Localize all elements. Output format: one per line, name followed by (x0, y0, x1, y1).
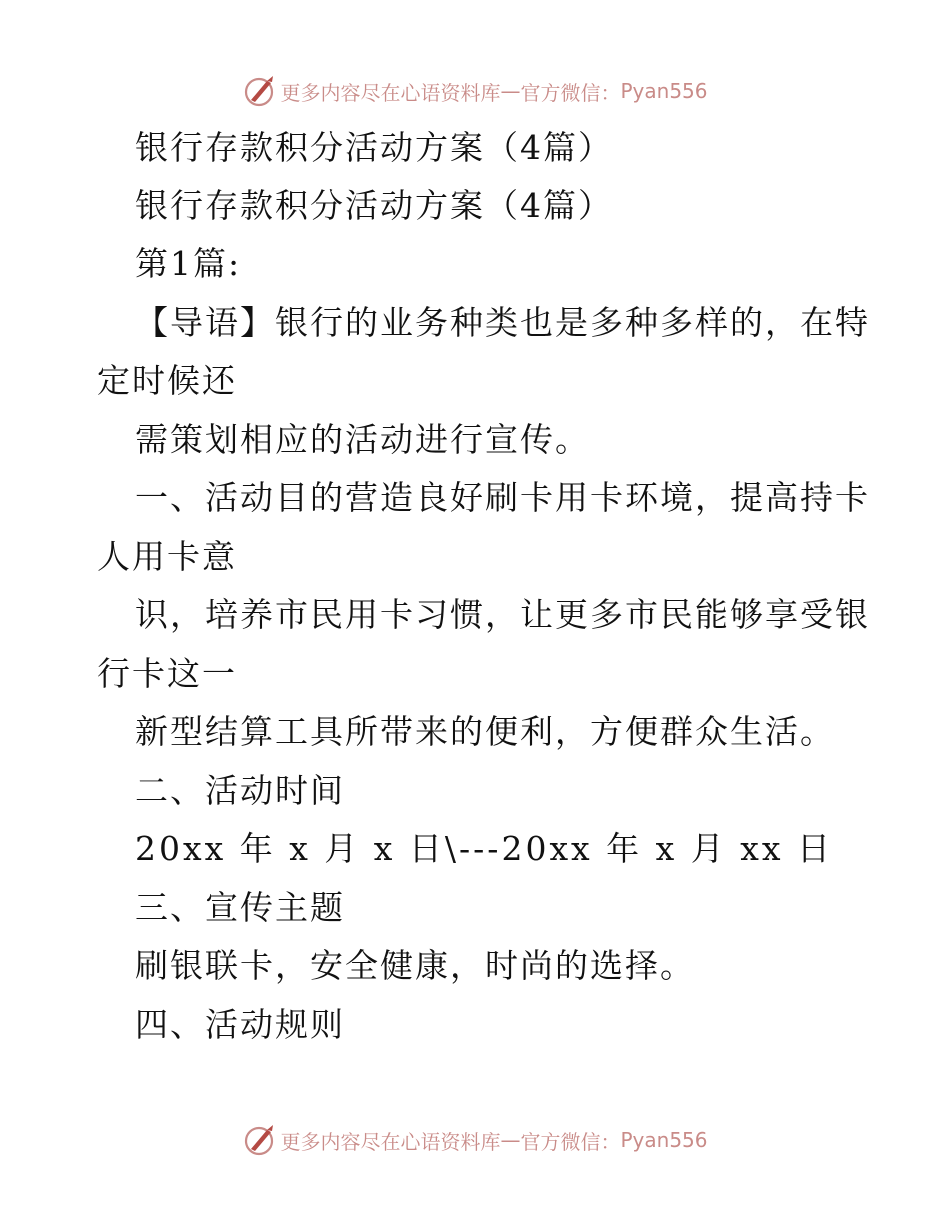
section-1-line: 一、活动目的营造良好刷卡用卡环境，提高持卡 (135, 478, 870, 517)
document-title: 银行存款积分活动方案（4篇） (135, 128, 613, 167)
footer-watermark (0, 1120, 950, 1160)
section-2-date-range: 20xx 年 x 月 x 日\---20xx 年 x 月 xx 日 (135, 829, 833, 868)
watermark-account: Pyan556 (620, 79, 708, 103)
watermark-text: 更多内容尽在心语资料库 (280, 1129, 501, 1154)
section-1-line: 新型结算工具所带来的便利，方便群众生活。 (135, 712, 835, 751)
section-1-line: 行卡这一 (97, 654, 237, 693)
watermark-text: 更多内容尽在心语资料库 (280, 80, 501, 105)
section-1-line: 识，培养市民用卡习惯，让更多市民能够享受银 (135, 595, 870, 634)
intro-paragraph-line: 定时候还 (97, 361, 237, 400)
section-3-heading: 三、宣传主题 (135, 888, 345, 927)
section-2-heading: 二、活动时间 (135, 771, 345, 810)
section-3-body: 刷银联卡，安全健康，时尚的选择。 (135, 946, 695, 985)
watermark-wechat-label: 官方微信： (520, 80, 621, 105)
watermark-dash: — (500, 79, 521, 103)
section-4-heading: 四、活动规则 (135, 1005, 345, 1044)
part-heading: 第1篇: (135, 244, 242, 283)
document-title-repeat: 银行存款积分活动方案（4篇） (135, 186, 613, 225)
quill-pen-logo-icon (242, 1122, 278, 1158)
section-1-line: 人用卡意 (97, 537, 237, 576)
intro-paragraph-line: 【导语】银行的业务种类也是多种多样的，在特 (135, 303, 870, 342)
intro-paragraph-line: 需策划相应的活动进行宣传。 (135, 420, 590, 459)
watermark-dash: — (500, 1128, 521, 1152)
watermark-wechat-label: 官方微信： (520, 1129, 621, 1154)
watermark-account: Pyan556 (620, 1128, 708, 1152)
